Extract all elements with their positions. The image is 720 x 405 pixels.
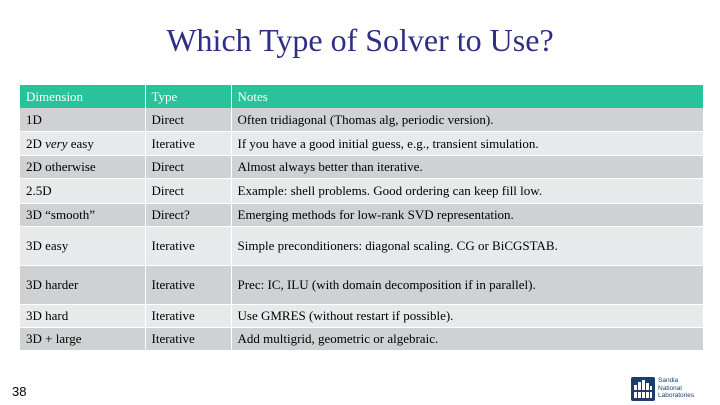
cell-type: Direct? xyxy=(145,204,231,227)
table-row xyxy=(20,132,703,156)
logo-line: Laboratories xyxy=(658,392,695,399)
cell-type: Direct xyxy=(145,108,231,132)
cell-type: Direct xyxy=(145,179,231,204)
dimension-prefix: 2D xyxy=(26,135,46,151)
table-row xyxy=(20,204,703,227)
cell-dimension: 3D harder xyxy=(20,266,145,305)
page-number: 38 xyxy=(12,384,27,399)
sandia-logo xyxy=(631,377,703,401)
cell-type: Iterative xyxy=(145,328,231,351)
logo-line: Sandia xyxy=(658,377,679,384)
cell-notes: Add multigrid, geometric or algebraic. xyxy=(231,328,703,351)
cell-type: Iterative xyxy=(145,266,231,305)
cell-dimension: 2.5D xyxy=(20,179,145,204)
cell-notes: Often tridiagonal (Thomas alg, periodic version). xyxy=(231,108,703,132)
table-row xyxy=(20,305,703,328)
cell-dimension: 1D xyxy=(20,108,145,132)
cell-notes: If you have a good initial guess, e.g., transient simulation. xyxy=(231,132,703,156)
sandia-thunderbird-icon xyxy=(631,377,655,401)
cell-type: Iterative xyxy=(145,305,231,328)
table-row xyxy=(20,266,703,305)
cell-notes: Simple preconditioners: diagonal scaling. CG or BiCGSTAB. xyxy=(231,227,703,266)
cell-notes: Emerging methods for low-rank SVD representation. xyxy=(231,204,703,227)
cell-notes: Example: shell problems. Good ordering can keep fill low. xyxy=(231,179,703,204)
dimension-emphasis: very xyxy=(45,135,68,151)
cell-dimension: 2D otherwise xyxy=(20,156,145,179)
logo-line: National xyxy=(658,384,682,392)
cell-notes: Almost always better than iterative. xyxy=(231,156,703,179)
cell-dimension: 3D “smooth” xyxy=(20,204,145,227)
logo-wordmark xyxy=(658,377,694,400)
table-row xyxy=(20,156,703,179)
table-row xyxy=(20,179,703,204)
dimension-suffix: easy xyxy=(67,135,94,151)
header-dimension: Dimension xyxy=(20,85,145,108)
cell-notes: Prec: IC, ILU (with domain decomposition if in parallel). xyxy=(231,266,703,305)
cell-dimension: 3D hard xyxy=(20,305,145,328)
table-header-row xyxy=(20,85,703,108)
solver-table xyxy=(20,85,704,351)
cell-type: Direct xyxy=(145,156,231,179)
cell-dimension: 3D easy xyxy=(20,227,145,266)
header-type: Type xyxy=(145,85,231,108)
cell-type: Iterative xyxy=(145,132,231,156)
table-row xyxy=(20,328,703,351)
cell-type: Iterative xyxy=(145,227,231,266)
slide-title: Which Type of Solver to Use? xyxy=(166,22,554,58)
table-row xyxy=(20,108,703,132)
cell-notes: Use GMRES (without restart if possible). xyxy=(231,305,703,328)
table-row xyxy=(20,227,703,266)
cell-dimension: 3D + large xyxy=(20,328,145,351)
header-notes: Notes xyxy=(231,85,703,108)
cell-dimension xyxy=(20,132,145,156)
